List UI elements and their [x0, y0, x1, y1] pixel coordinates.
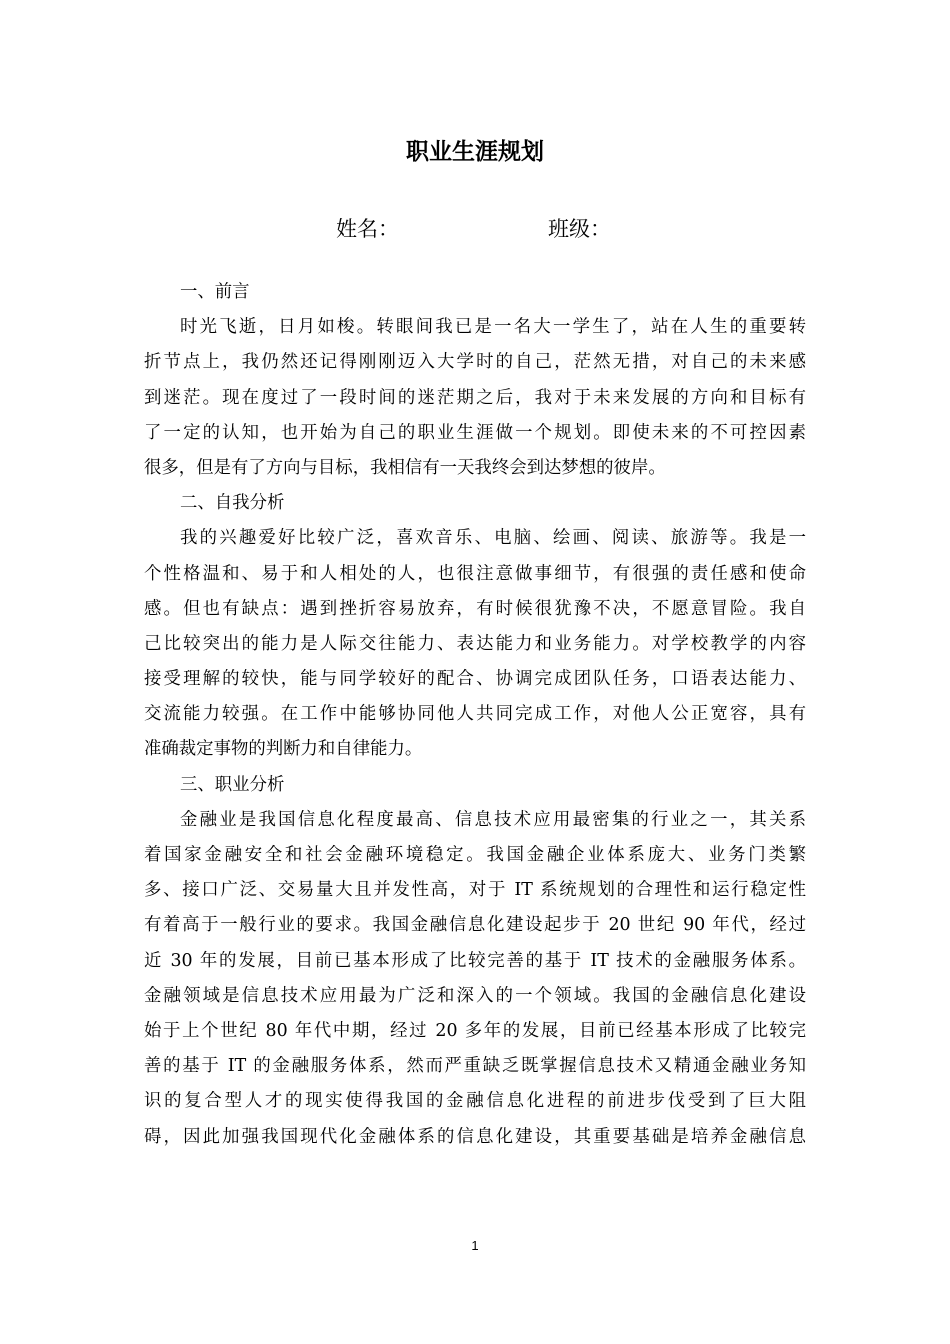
text-line: 善的基于 IT 的金融服务体系，然而严重缺乏既掌握信息技术又精通金融业务知	[144, 1056, 806, 1077]
text-line: 金融业是我国信息化程度最高、信息技术应用最密集的行业之一，其关系	[180, 809, 806, 830]
text-line: 折节点上，我仍然还记得刚刚迈入大学时的自己，茫然无措，对自己的未来感	[144, 352, 806, 373]
name-label: 姓名：	[336, 217, 399, 241]
text-line: 二、自我分析	[180, 493, 285, 514]
text-line: 了一定的认知，也开始为自己的职业生涯做一个规划。即使未来的不可控因素	[144, 422, 806, 443]
text-line: 近 30 年的发展，目前已基本形成了比较完善的基于 IT 技术的金融服务体系。	[144, 950, 806, 971]
text-line: 很多，但是有了方向与目标，我相信有一天我终会到达梦想的彼岸。	[144, 457, 666, 478]
text-line: 准确裁定事物的判断力和自律能力。	[144, 739, 423, 760]
text-line: 到迷茫。现在度过了一段时间的迷茫期之后，我对于未来发展的方向和目标有	[144, 387, 806, 408]
text-line: 时光飞逝，日月如梭。转眼间我已是一名大一学生了，站在人生的重要转	[180, 317, 806, 338]
text-line: 始于上个世纪 80 年代中期，经过 20 多年的发展，目前已经基本形成了比较完	[144, 1020, 806, 1041]
text-line: 有着高于一般行业的要求。我国金融信息化建设起步于 20 世纪 90 年代，经过	[144, 915, 806, 936]
text-line: 三、职业分析	[180, 774, 285, 795]
text-line: 个性格温和、易于和人相处的人，也很注意做事细节，有很强的责任感和使命	[144, 563, 806, 584]
text-line: 接受理解的较快，能与同学较好的配合、协调完成团队任务，口语表达能力、	[144, 669, 806, 690]
text-line: 着国家金融安全和社会金融环境稳定。我国金融企业体系庞大、业务门类繁	[144, 845, 806, 865]
text-line: 感。但也有缺点：遇到挫折容易放弃，有时候很犹豫不决，不愿意冒险。我自	[144, 598, 806, 619]
text-line: 金融领域是信息技术应用最为广泛和深入的一个领域。我国的金融信息化建设	[144, 985, 806, 1006]
class-label: 班级：	[548, 217, 611, 241]
text-line: 识的复合型人才的现实使得我国的金融信息化进程的前进步伐受到了巨大阻	[144, 1091, 806, 1112]
text-line: 碍，因此加强我国现代化金融体系的信息化建设，其重要基础是培养金融信息	[144, 1126, 806, 1147]
text-line: 一、前言	[180, 282, 250, 302]
body-text	[144, 275, 806, 1155]
document-title: 职业生涯规划	[406, 139, 544, 165]
page-number: 1	[471, 1238, 479, 1253]
text-line: 己比较突出的能力是人际交往能力、表达能力和业务能力。对学校教学的内容	[144, 633, 806, 654]
text-line: 多、接口广泛、交易量大且并发性高，对于 IT 系统规划的合理性和运行稳定性	[144, 880, 806, 901]
text-line: 我的兴趣爱好比较广泛，喜欢音乐、电脑、绘画、阅读、旅游等。我是一	[180, 528, 806, 549]
text-line: 交流能力较强。在工作中能够协同他人共同完成工作，对他人公正宽容，具有	[144, 704, 806, 725]
